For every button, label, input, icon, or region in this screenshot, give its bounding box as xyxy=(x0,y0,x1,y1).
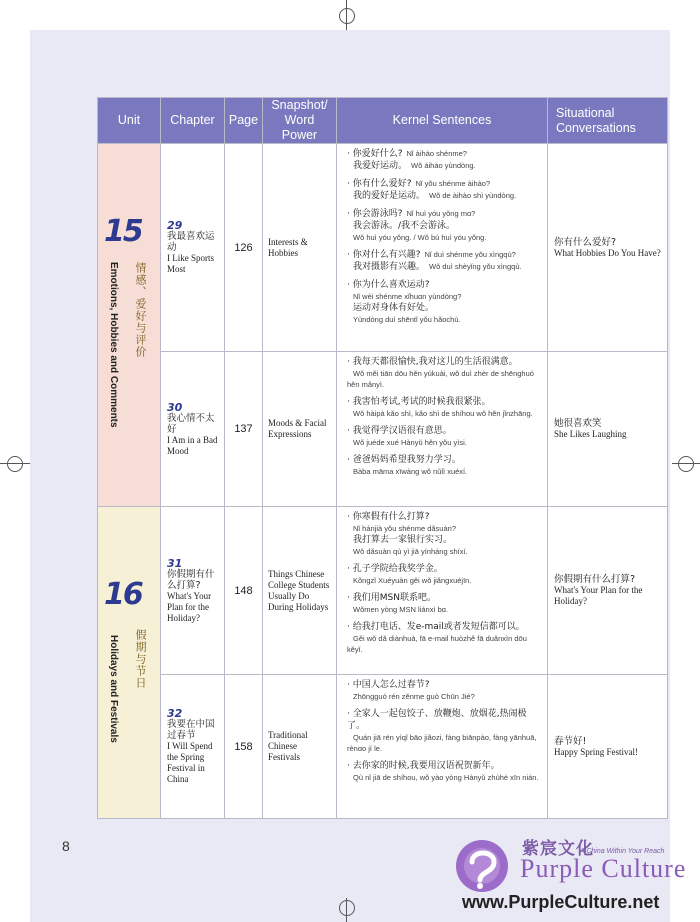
sentence-cn: · 给我打电话、发e-mail或者发短信都可以。 xyxy=(347,622,525,632)
unit-title-en: Holidays and Festivals xyxy=(108,635,119,743)
sentence-cn: 我会游泳。/我不会游泳。 xyxy=(353,221,456,231)
logo-tagline: A China Within Your Reach xyxy=(580,848,665,855)
situational-en: Happy Spring Festival! xyxy=(554,746,638,757)
unit-number: 15 xyxy=(104,214,142,249)
situational-cell xyxy=(548,352,668,507)
sentence-pinyin: Yùndòng duì shēntǐ yǒu hǎochù. xyxy=(353,315,461,324)
kernel-sentences-cell xyxy=(337,352,548,507)
situational-en: What Hobbies Do You Have? xyxy=(554,247,661,258)
chapter-title-cn: 你假期有什么打算? xyxy=(167,568,215,591)
chapter-title-en: What's Your Plan for the Holiday? xyxy=(167,590,212,623)
list-item xyxy=(347,708,541,754)
situational-cell xyxy=(548,507,668,675)
unit-16-cell xyxy=(98,507,161,819)
registration-mark xyxy=(7,456,23,472)
chapter-title-cn: 我心情不太好 xyxy=(167,412,215,435)
situational-cn: 你假期有什么打算? xyxy=(554,574,636,585)
sentence-cn: 我爱好运动。 xyxy=(353,161,408,171)
sentence-pinyin: Nǐ huì yóu yǒng mɑ? xyxy=(406,209,476,218)
situational-cell xyxy=(548,144,668,352)
list-item xyxy=(347,148,541,172)
sentence-pinyin: Bàba māma xīwàng wǒ nǔlì xuéxí. xyxy=(353,467,468,476)
sentence-pinyin: Nǐ hánjià yǒu shénme dǎsuàn? xyxy=(353,524,456,533)
situational-cn: 你有什么爱好? xyxy=(554,236,617,248)
list-item xyxy=(347,279,541,325)
unit-title-cn: 假期与节日 xyxy=(134,629,147,689)
header-page: Page xyxy=(225,98,263,144)
chapter-cell xyxy=(161,144,225,352)
header-unit: Unit xyxy=(98,98,161,144)
sentence-pinyin: Wǒ juéde xué Hànyǔ hěn yǒu yìsi. xyxy=(353,438,467,447)
sentence-pinyin: Wǒ àihào yùndòng. xyxy=(411,161,476,170)
list-item xyxy=(347,396,541,419)
syllabus-table xyxy=(97,97,668,819)
page-number-cell: 148 xyxy=(225,507,263,675)
kernel-sentences-cell xyxy=(337,675,548,819)
list-item xyxy=(347,249,541,273)
situational-cell xyxy=(548,675,668,819)
logo-chinese-name: 紫宸文化 xyxy=(522,839,594,859)
sentence-pinyin: Wǒ de àihào shì yùndòng. xyxy=(429,191,517,200)
sentence-cn: · 爸爸妈妈希望我努力学习。 xyxy=(347,455,461,465)
sentence-cn: · 我每天都很愉快,我对这儿的生活很满意。 xyxy=(347,357,518,367)
kernel-sentences-cell xyxy=(337,144,548,352)
sentence-pinyin: Quán jiā rén yìqǐ bāo jiǎozi, fàng biānpào, fàng yānhuā, rènɑo jí le. xyxy=(347,733,537,753)
unit-title-en: Emotions, Hobbies and Comments xyxy=(108,262,119,428)
sentence-cn: · 我们用MSN联系吧。 xyxy=(347,593,436,603)
table-row xyxy=(98,352,668,507)
registration-mark xyxy=(678,456,694,472)
sentence-pinyin: Zhōngguó rén zěnme guò Chūn Jié? xyxy=(353,692,475,701)
sentence-pinyin: Nǐ àihào shénme? xyxy=(406,149,467,158)
sentence-pinyin: Kǒngzǐ Xuéyuàn gěi wǒ jiǎngxuéjīn. xyxy=(353,576,472,585)
page-number: 8 xyxy=(62,838,70,854)
page-number-cell: 137 xyxy=(225,352,263,507)
unit-number: 16 xyxy=(104,577,142,612)
sentence-cn: · 你会游泳吗? xyxy=(347,209,403,219)
header-situational: Situational Conversations xyxy=(548,98,668,144)
header-chapter: Chapter xyxy=(161,98,225,144)
list-item xyxy=(347,760,541,783)
situational-en: She Likes Laughing xyxy=(554,429,627,439)
situational-cn: 春节好! xyxy=(554,735,587,747)
chapter-title-en: I Like Sports Most xyxy=(167,253,214,274)
sentence-pinyin: Nǐ yǒu shénme àihào? xyxy=(415,179,491,188)
sentence-cn: 我对摄影有兴趣。 xyxy=(353,262,426,272)
logo-name: Purple Culture xyxy=(520,854,687,883)
list-item xyxy=(347,425,541,448)
sentence-cn: 我打算去一家银行实习。 xyxy=(353,535,453,545)
sentence-cn: · 去你家的时候,我要用汉语祝贺新年。 xyxy=(347,761,500,771)
sentence-pinyin: Wǒ duì shèyǐng yǒu xìngqù. xyxy=(429,262,522,271)
situational-en: What's Your Plan for the Holiday? xyxy=(554,585,643,606)
sentence-pinyin: Gěi wǒ dǎ diànhuà, fā e-mail huòzhě fā duǎnxìn dōu kěyǐ. xyxy=(347,634,527,654)
chapter-number: 32 xyxy=(167,707,183,720)
snapshot-cell: Traditional Chinese Festivals xyxy=(263,675,337,819)
sentence-cn: · 你对什么有兴趣? xyxy=(347,250,421,260)
chapter-cell xyxy=(161,352,225,507)
page-number-cell: 158 xyxy=(225,675,263,819)
unit-15-cell xyxy=(98,144,161,507)
sentence-cn: · 我觉得学汉语很有意思。 xyxy=(347,426,452,436)
chapter-title-cn: 我要在中国过春节 xyxy=(167,719,215,741)
snapshot-cell: Interests & Hobbies xyxy=(263,144,337,352)
list-item xyxy=(347,592,541,615)
chapter-title-en: I Will Spend the Spring Festival in China xyxy=(167,741,213,784)
logo-url[interactable]: www.PurpleCulture.net xyxy=(462,892,660,912)
sentence-pinyin: Nǐ duì shénme yǒu xìngqù? xyxy=(424,250,516,259)
table-row xyxy=(98,675,668,819)
kernel-sentences-cell xyxy=(337,507,548,675)
unit-title-cn: 情感、爱好与评价 xyxy=(134,262,147,358)
situational-cn: 她很喜欢笑 xyxy=(554,418,602,429)
header-kernel: Kernel Sentences xyxy=(337,98,548,144)
list-item xyxy=(347,679,541,702)
chapter-title-cn: 我最喜欢运动 xyxy=(167,231,215,253)
sentence-pinyin: Qù nǐ jiā de shíhou, wǒ yào yòng Hànyǔ zhùhè xīn nián. xyxy=(353,773,539,782)
list-item xyxy=(347,511,541,557)
table-row xyxy=(98,144,668,352)
chapter-number: 30 xyxy=(167,400,183,414)
chapter-title-en: I Am in a Bad Mood xyxy=(167,434,218,456)
chapter-cell xyxy=(161,507,225,675)
sentence-pinyin: Nǐ wèi shénme xǐhuɑn yùndòng? xyxy=(353,292,462,301)
list-item xyxy=(347,563,541,586)
list-item xyxy=(347,356,541,390)
sentence-cn: · 全家人一起包饺子、放鞭炮、放烟花,热闹极了。 xyxy=(347,709,527,731)
publisher-logo[interactable] xyxy=(448,832,696,912)
registration-mark xyxy=(339,900,355,916)
list-item xyxy=(347,178,541,202)
registration-mark xyxy=(339,8,355,24)
list-item xyxy=(347,454,541,477)
sentence-cn: · 我害怕考试,考试的时候我很紧张。 xyxy=(347,397,491,407)
table-header-row xyxy=(98,98,668,144)
snapshot-cell: Moods & Facial Expressions xyxy=(263,352,337,507)
chapter-number: 29 xyxy=(167,219,183,232)
sentence-cn: · 你有什么爱好? xyxy=(347,179,412,189)
sentence-cn: · 中国人怎么过春节? xyxy=(347,680,430,690)
sentence-cn: · 你寒假有什么打算? xyxy=(347,512,430,522)
page-number-cell: 126 xyxy=(225,144,263,352)
purple-culture-logo-icon xyxy=(450,832,516,898)
sentence-cn: 运动对身体有好处。 xyxy=(353,303,435,313)
list-item xyxy=(347,621,541,655)
sentence-pinyin: Wǒ dǎsuàn qù yì jiā yínháng shíxí. xyxy=(353,547,468,556)
sentence-pinyin: Wǒ měi tiān dōu hěn yúkuài, wǒ duì zhèr de shēnghuó hěn mǎnyì. xyxy=(347,369,534,389)
chapter-number: 31 xyxy=(167,556,183,570)
table-row xyxy=(98,507,668,675)
sentence-cn: · 孔子学院给我奖学金。 xyxy=(347,564,443,574)
sentence-cn: · 你爱好什么? xyxy=(347,149,403,159)
sentence-cn: 我的爱好是运动。 xyxy=(353,191,426,201)
snapshot-cell: Things Chinese College Students Usually Do During Holidays xyxy=(263,507,337,675)
chapter-cell xyxy=(161,675,225,819)
sentence-cn: · 你为什么喜欢运动? xyxy=(347,280,430,290)
sentence-pinyin: Wǒ huì yóu yǒng. / Wǒ bú huì yóu yǒng. xyxy=(353,233,487,242)
sentence-pinyin: Wǒmen yòng MSN liánxì bɑ. xyxy=(353,605,449,614)
header-snapshot: Snapshot/ Word Power xyxy=(263,98,337,144)
list-item xyxy=(347,208,541,243)
sentence-pinyin: Wǒ hàipà kǎo shì, kǎo shì de shíhou wǒ hěn jǐnzhāng. xyxy=(353,409,533,418)
